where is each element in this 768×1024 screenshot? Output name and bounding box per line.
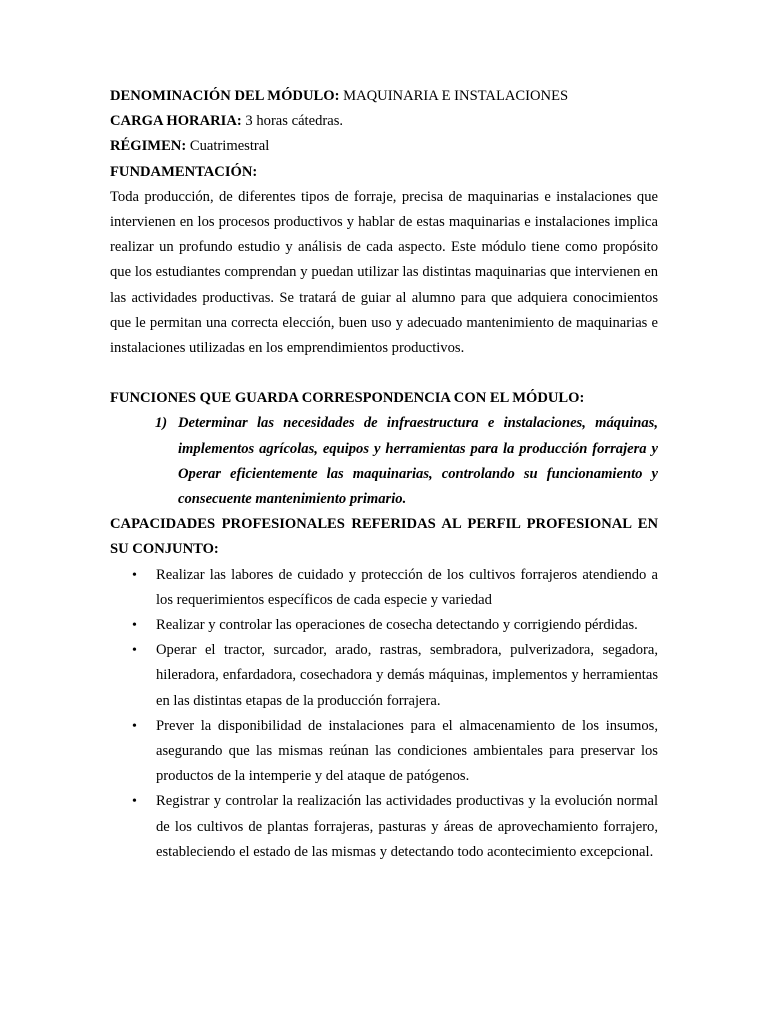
capacidad-text: Operar el tractor, surcador, arado, rastras, sembradora, pulverizadora, segadora, hileradora, enfardadora, cosechadora y demás máquinas, implementos y herramientas en las distintas etapas de la producción forrajera.: [156, 642, 658, 709]
document-body: [110, 84, 658, 865]
module-name-label: DENOMINACIÓN DEL MÓDULO:: [110, 88, 340, 104]
fundamentacion-paragraph: Toda producción, de diferentes tipos de forraje, precisa de maquinarias e instalaciones que intervienen en los procesos productivos y hablar de estas maquinarias e instalaciones implica realizar un profundo estudio y análisis de cada aspecto. Este módulo tiene como propósito que los estudiantes comprendan y puedan utilizar las distintas maquinarias que intervienen en las actividades productivas. Se tratará de guiar al alumno para que adquiera conocimientos que le permitan una correcta elección, buen uso y adecuado mantenimiento de maquinarias e instalaciones utilizadas en los emprendimientos productivos.: [110, 188, 658, 357]
workload-line: [110, 109, 658, 134]
capacidad-text: Realizar las labores de cuidado y protección de los cultivos forrajeros atendiendo a los requerimientos específicos de cada especie y variedad: [156, 566, 658, 608]
capacidad-text: Prever la disponibilidad de instalaciones para el almacenamiento de los insumos, asegurando que las mismas reúnan las condiciones ambientales para preservar los productos de la intemperie y del ataque de patógenos.: [156, 717, 658, 785]
funciones-item-text: Determinar las necesidades de infraestructura e instalaciones, máquinas, implementos agrícolas, equipos y herramientas para la producción forrajera y Operar eficientemente las maquinarias, controlando su funcionamiento y consecuente mantenimiento primario.: [178, 415, 658, 508]
regime-value: Cuatrimestral: [186, 138, 270, 155]
module-name-value: MAQUINARIA E INSTALACIONES: [339, 88, 569, 104]
capacidad-text: Realizar y controlar las operaciones de cosecha detectando y corrigiendo pérdidas.: [156, 617, 638, 634]
bullet-icon: •: [132, 567, 137, 583]
capacidades-list-item: [110, 789, 658, 865]
capacidades-list-item: [110, 638, 658, 714]
capacidades-list-item: [110, 613, 658, 638]
fundamentacion-heading: FUNDAMENTACIÓN:: [110, 163, 258, 180]
list-number: 1): [155, 415, 168, 432]
capacidades-list: [110, 563, 658, 865]
module-name-line: [110, 84, 658, 109]
funciones-list: [110, 411, 658, 512]
bullet-icon: •: [132, 618, 137, 634]
workload-value: 3 horas cátedras.: [241, 113, 344, 130]
bullet-icon: •: [132, 718, 137, 734]
capacidades-heading: CAPACIDADES PROFESIONALES REFERIDAS AL PERFIL PROFESIONAL EN SU CONJUNTO:: [110, 516, 658, 558]
workload-label: CARGA HORARIA:: [110, 113, 242, 130]
funciones-heading: FUNCIONES QUE GUARDA CORRESPONDENCIA CON EL MÓDULO:: [110, 390, 585, 407]
regime-line: [110, 134, 658, 159]
capacidades-list-item: [110, 563, 658, 613]
capacidades-list-item: [110, 714, 658, 790]
capacidad-text: Registrar y controlar la realización las actividades productivas y la evolución normal de los cultivos de plantas forrajeras, pasturas y áreas de aprovechamiento forrajero, estableciendo el estado de las mismas y detectando todo acontecimiento excepcional.: [156, 793, 658, 860]
bullet-icon: •: [132, 643, 137, 659]
funciones-list-item: [110, 411, 658, 512]
bullet-icon: •: [132, 794, 137, 810]
regime-label: RÉGIMEN:: [110, 138, 187, 155]
section-spacer: [110, 361, 658, 386]
